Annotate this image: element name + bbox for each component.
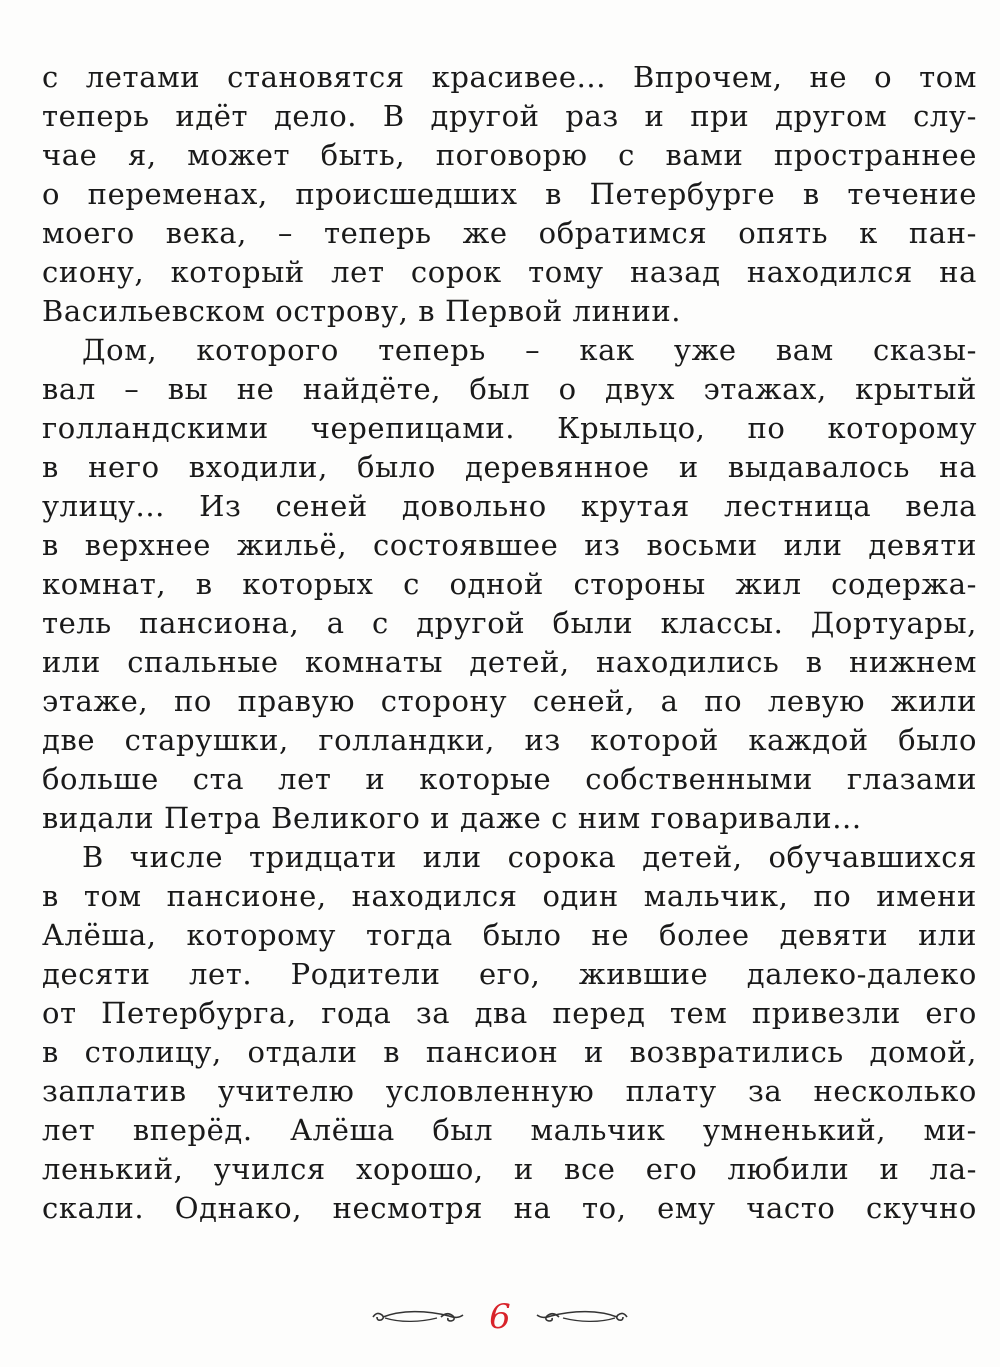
text-line: в столицу, отдали в пансион и возвратились домой,: [42, 1035, 977, 1069]
text-line: десяти лет. Родители его, жившие далеко-далеко: [42, 957, 977, 991]
text-line: две старушки, голландки, из которой каждой было: [42, 723, 977, 757]
text-line: больше ста лет и которые собственными глазами: [42, 762, 977, 796]
text-line: лет вперёд. Алёша был мальчик умненький, ми-: [42, 1113, 977, 1147]
text-line: о переменах, происшедших в Петербурге в течение: [42, 177, 977, 211]
flourish-left-icon: [371, 1306, 471, 1328]
flourish-right-icon: [529, 1306, 629, 1328]
text-line: теперь идёт дело. В другой раз и при другом слу-: [42, 99, 977, 133]
text-line: вал – вы не найдёте, был о двух этажах, крытый: [42, 372, 977, 406]
text-line: этаже, по правую сторону сеней, а по левую жили: [42, 684, 977, 718]
text-line: улицу... Из сеней довольно крутая лестница вела: [42, 489, 977, 523]
text-line: Дом, которого теперь – как уже вам сказы-: [82, 333, 977, 367]
body-text: [42, 58, 977, 1228]
text-line: моего века, – теперь же обратимся опять к пан-: [42, 216, 977, 250]
text-line: Васильевском острову, в Первой линии.: [42, 294, 682, 328]
page-number: 6: [489, 1297, 511, 1337]
text-line: в том пансионе, находился один мальчик, по имени: [42, 879, 977, 913]
text-line: ленький, учился хорошо, и все его любили и ла-: [42, 1152, 977, 1186]
text-line: или спальные комнаты детей, находились в нижнем: [42, 645, 977, 679]
text-line: видали Петра Великого и даже с ним говаривали...: [42, 801, 862, 835]
text-line: голландскими черепицами. Крыльцо, по которому: [42, 411, 977, 445]
text-line: от Петербурга, года за два перед тем привезли его: [42, 996, 977, 1030]
text-line: В числе тридцати или сорока детей, обучавшихся: [82, 840, 977, 874]
text-line: с летами становятся красивее... Впрочем, не о том: [42, 60, 977, 94]
text-line: заплатив учителю условленную плату за несколько: [42, 1074, 977, 1108]
text-line: скали. Однако, несмотря на то, ему часто скучно: [42, 1191, 977, 1225]
text-line: Алёша, которому тогда было не более девяти или: [42, 918, 977, 952]
text-line: тель пансиона, а с другой были классы. Дортуары,: [42, 606, 977, 640]
text-line: сиону, который лет сорок тому назад находился на: [42, 255, 977, 289]
text-line: в него входили, было деревянное и выдавалось на: [42, 450, 977, 484]
page-footer: [0, 1292, 1000, 1342]
text-line: чае я, может быть, поговорю с вами пространнее: [42, 138, 977, 172]
text-line: в верхнее жильё, состоявшее из восьми или девяти: [42, 528, 977, 562]
text-line: комнат, в которых с одной стороны жил содержа-: [42, 567, 977, 601]
